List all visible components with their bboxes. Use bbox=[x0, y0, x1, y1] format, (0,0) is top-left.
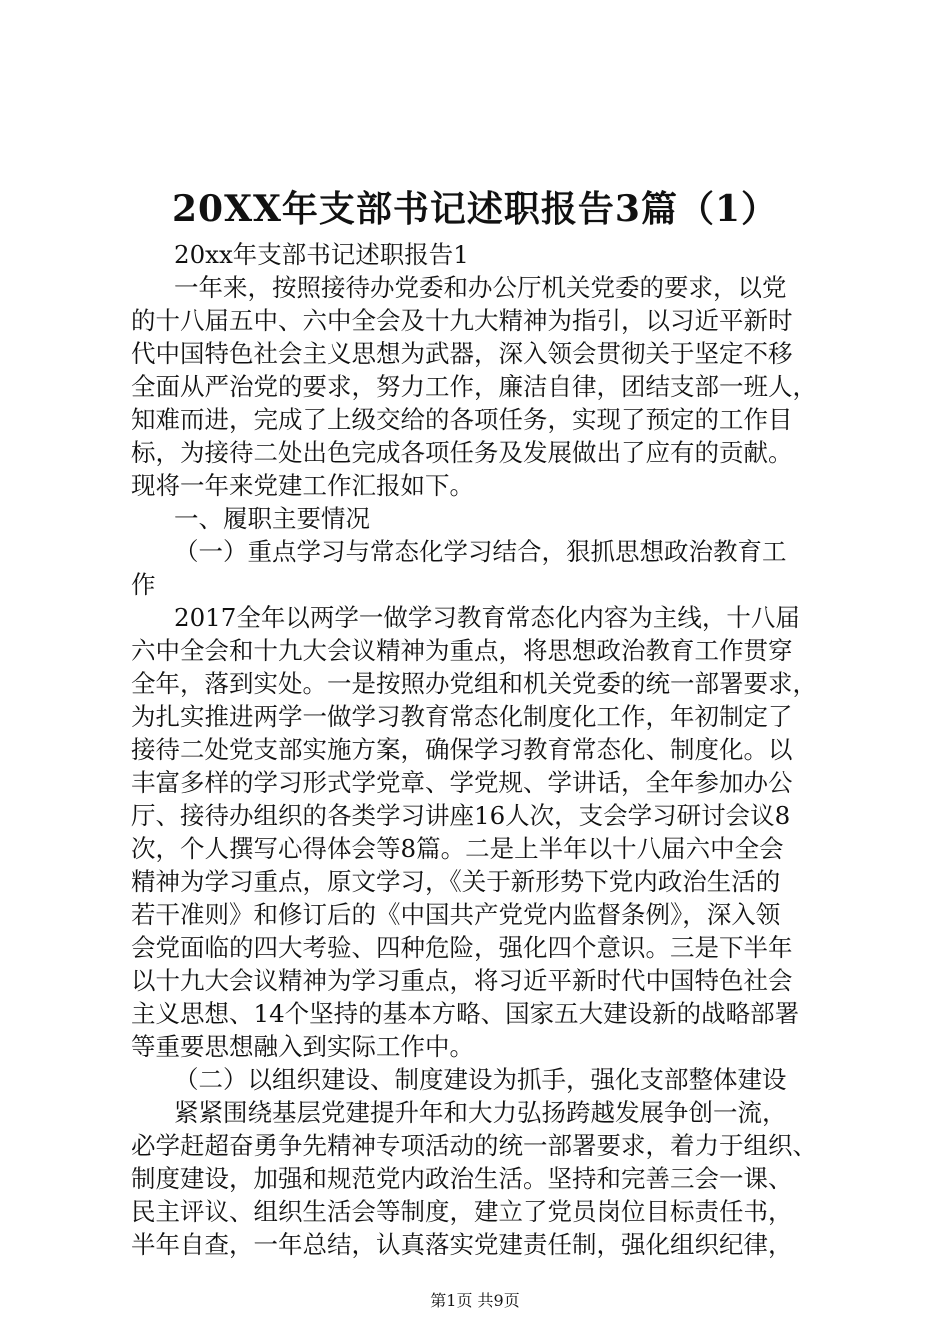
text-line: 2017全年以两学一做学习教育常态化内容为主线，十八届 bbox=[174, 603, 800, 632]
text-line: 全年，落到实处。一是按照办党组和机关党委的统一部署要求， bbox=[131, 669, 817, 698]
text-line: 厅、接待办组织的各类学习讲座16人次，支会学习研讨会议8 bbox=[131, 801, 791, 830]
page-footer: 第1页 共9页 bbox=[430, 1291, 520, 1310]
subsection-heading: （二）以组织建设、制度建设为抓手，强化支部整体建设 bbox=[174, 1065, 787, 1094]
text-line: 全面从严治党的要求，努力工作，廉洁自律，团结支部一班人， bbox=[131, 372, 817, 401]
text-line: 为扎实推进两学一做学习教育常态化制度化工作，年初制定了 bbox=[131, 702, 793, 731]
text-line: 20xx年支部书记述职报告1 bbox=[174, 240, 469, 269]
text-line: 等重要思想融入到实际工作中。 bbox=[131, 1032, 474, 1061]
text-line: 一年来，按照接待办党委和办公厅机关党委的要求，以党 bbox=[174, 273, 787, 302]
text-line: 作 bbox=[131, 570, 156, 599]
text-line: 主义思想、14个坚持的基本方略、国家五大建设新的战略部署 bbox=[131, 999, 800, 1028]
text-line: 代中国特色社会主义思想为武器，深入领会贯彻关于坚定不移 bbox=[131, 339, 793, 368]
section-heading: 一、履职主要情况 bbox=[174, 504, 370, 533]
text-line: 丰富多样的学习形式学党章、学党规、学讲话，全年参加办公 bbox=[131, 768, 793, 797]
text-line: 若干准则》和修订后的《中国共产党党内监督条例》，深入领 bbox=[131, 900, 781, 929]
text-line: 的十八届五中、六中全会及十九大精神为指引，以习近平新时 bbox=[131, 306, 793, 335]
text-line: 紧紧围绕基层党建提升年和大力弘扬跨越发展争创一流， bbox=[174, 1098, 787, 1127]
text-line: 必学赶超奋勇争先精神专项活动的统一部署要求，着力于组织、 bbox=[131, 1131, 817, 1160]
text-line: 次，个人撰写心得体会等8篇。二是上半年以十八届六中全会 bbox=[131, 834, 784, 863]
text-line: 标，为接待二处出色完成各项任务及发展做出了应有的贡献。 bbox=[131, 438, 793, 467]
text-line: 制度建设，加强和规范党内政治生活。坚持和完善三会一课、 bbox=[131, 1164, 793, 1193]
text-line: 精神为学习重点，原文学习，《关于新形势下党内政治生活的 bbox=[131, 867, 781, 896]
text-line: 接待二处党支部实施方案，确保学习教育常态化、制度化。以 bbox=[131, 735, 793, 764]
subsection-heading: （一）重点学习与常态化学习结合，狠抓思想政治教育工 bbox=[174, 537, 787, 566]
text-line: 半年自查，一年总结，认真落实党建责任制，强化组织纪律， bbox=[131, 1230, 793, 1259]
text-line: 知难而进，完成了上级交给的各项任务，实现了预定的工作目 bbox=[131, 405, 793, 434]
text-line: 现将一年来党建工作汇报如下。 bbox=[131, 471, 474, 500]
text-line: 民主评议、组织生活会等制度，建立了党员岗位目标责任书， bbox=[131, 1197, 793, 1226]
text-line: 会党面临的四大考验、四种危险，强化四个意识。三是下半年 bbox=[131, 933, 793, 962]
text-line: 以十九大会议精神为学习重点，将习近平新时代中国特色社会 bbox=[131, 966, 793, 995]
document-title: 20XX年支部书记述职报告3篇（1） bbox=[171, 188, 779, 230]
text-line: 六中全会和十九大会议精神为重点，将思想政治教育工作贯穿 bbox=[131, 636, 793, 665]
